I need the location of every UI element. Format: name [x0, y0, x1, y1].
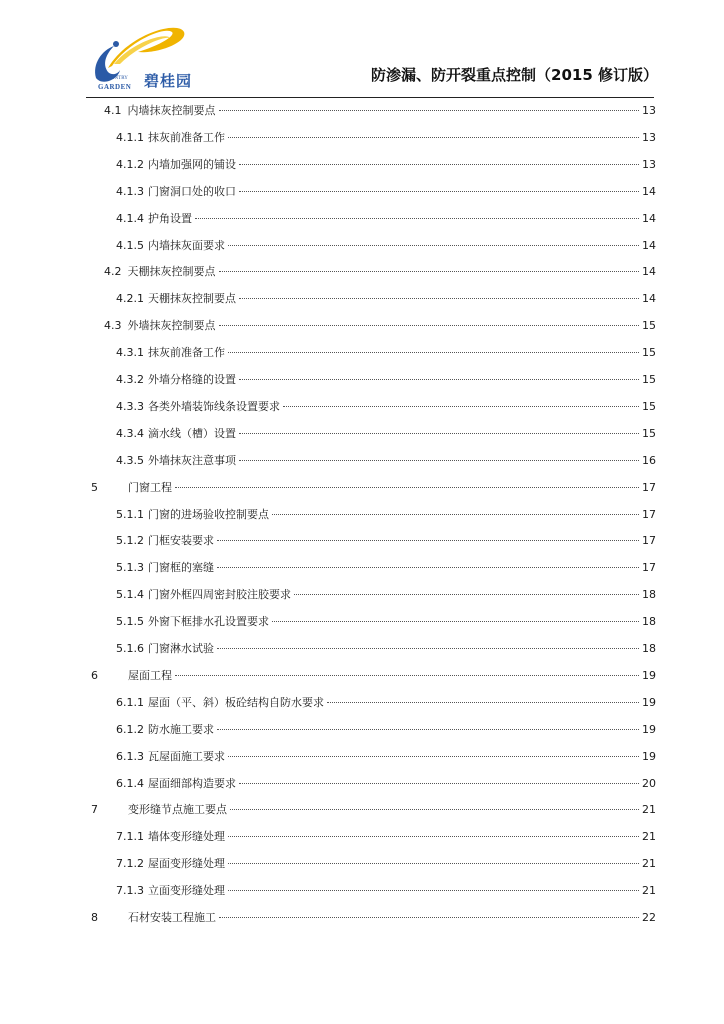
toc-entry-number: 7.1.1: [116, 830, 144, 844]
toc-entry-title: 护角设置: [148, 211, 192, 225]
toc-entry-title: 门窗淋水试验: [148, 642, 214, 655]
toc-entry[interactable]: [116, 586, 656, 606]
toc-dot-leader: [327, 702, 639, 703]
logo-english-small: COUNTRY: [104, 76, 128, 81]
document-title: 防渗漏、防开裂重点控制（2015 修订版）: [371, 66, 658, 84]
toc-entry[interactable]: [116, 882, 656, 902]
toc-entry-title: 内墙抹灰面要求: [148, 238, 225, 252]
toc-entry-page: 15: [642, 319, 656, 333]
toc-entry-title: 瓦屋面施工要求: [148, 749, 225, 763]
toc-entry-number: 4.1.3: [116, 184, 144, 198]
toc-dot-leader: [228, 245, 639, 246]
toc-entry-number: 4.3.3: [116, 399, 144, 413]
toc-entry[interactable]: [116, 640, 656, 660]
toc-dot-leader: [219, 271, 640, 272]
toc-entry[interactable]: [116, 748, 656, 768]
toc-entry-number: 6: [91, 668, 98, 682]
toc-dot-leader: [239, 164, 639, 165]
toc-entry-title: 屋面（平、斜）板砼结构自防水要求: [148, 695, 324, 709]
toc-entry-title: 外窗下框排水孔设置要求: [148, 615, 269, 629]
toc-entry-title: 防水施工要求: [148, 722, 214, 736]
toc-entry-title: 天棚抹灰控制要点: [148, 292, 236, 306]
toc-entry-title: 门窗的进场验收控制要点: [148, 507, 269, 521]
toc-entry-title: 变形缝节点施工要点: [128, 803, 227, 817]
toc-entry-page: 14: [642, 292, 656, 306]
toc-dot-leader: [228, 352, 639, 353]
toc-dot-leader: [228, 836, 639, 837]
toc-entry[interactable]: [116, 156, 656, 176]
toc-dot-leader: [195, 218, 639, 219]
toc-dot-leader: [283, 406, 639, 407]
toc-entry[interactable]: [116, 210, 656, 230]
toc-entry-title: 屋面细部构造要求: [148, 776, 236, 790]
toc-dot-leader: [239, 298, 639, 299]
toc-entry[interactable]: [116, 532, 656, 552]
toc-entry-page: 13: [642, 130, 656, 144]
toc-entry-number: 4.3.5: [116, 453, 144, 467]
toc-dot-leader: [239, 460, 639, 461]
toc-entry-page: 21: [642, 884, 656, 898]
toc-entry-number: 7.1.2: [116, 857, 144, 871]
toc-entry-number: 5.1.6: [116, 642, 144, 655]
toc-entry-number: 6.1.2: [116, 722, 144, 736]
toc-entry-title: 门窗工程: [128, 480, 172, 494]
toc-dot-leader: [217, 567, 639, 568]
toc-entry-number: 4.1.1: [116, 130, 144, 144]
toc-entry-title: 抹灰前准备工作: [148, 346, 225, 360]
toc-entry-title: 内墙加强网的铺设: [148, 157, 236, 171]
toc-dot-leader: [217, 729, 639, 730]
toc-entry-page: 14: [642, 184, 656, 198]
toc-entry[interactable]: [104, 102, 656, 122]
toc-entry[interactable]: [116, 183, 656, 203]
toc-dot-leader: [228, 137, 639, 138]
toc-dot-leader: [230, 809, 639, 810]
toc-entry-page: 14: [642, 238, 656, 252]
toc-entry-page: 19: [642, 695, 656, 709]
toc-dot-leader: [217, 648, 639, 649]
toc-dot-leader: [219, 917, 639, 918]
toc-entry-number: 4.3.1: [116, 346, 144, 360]
toc-entry-title: 门窗外框四周密封胶注胶要求: [148, 588, 291, 602]
toc-entry[interactable]: [116, 129, 656, 149]
toc-entry[interactable]: [116, 721, 656, 741]
toc-entry-number: 5.1.5: [116, 615, 144, 629]
toc-entry-number: 4.1.2: [116, 157, 144, 171]
toc-entry-page: 18: [642, 588, 656, 602]
toc-dot-leader: [272, 514, 639, 515]
toc-entry-page: 18: [642, 642, 656, 655]
toc-entry-number: 8: [91, 911, 98, 924]
company-logo: [88, 24, 198, 96]
toc-entry-page: 17: [642, 561, 656, 575]
toc-entry-page: 17: [642, 534, 656, 548]
toc-entry-title: 门窗洞口处的收口: [148, 184, 236, 198]
toc-entry[interactable]: [116, 775, 656, 795]
toc-entry[interactable]: [91, 909, 656, 929]
toc-dot-leader: [228, 756, 639, 757]
toc-entry-number: 4.1.4: [116, 211, 144, 225]
toc-entry-number: 6.1.3: [116, 749, 144, 763]
toc-entry-page: 15: [642, 373, 656, 386]
toc-entry[interactable]: [104, 263, 656, 283]
toc-dot-leader: [239, 191, 639, 192]
toc-entry-title: 门框安装要求: [148, 534, 214, 548]
toc-entry-page: 16: [642, 453, 656, 467]
toc-entry[interactable]: [116, 506, 656, 526]
toc-dot-leader: [294, 594, 639, 595]
toc-entry-page: 21: [642, 857, 656, 871]
toc-entry-title: 滴水线（槽）设置: [148, 426, 236, 440]
header-divider: [86, 97, 654, 98]
toc-entry[interactable]: [116, 828, 656, 848]
toc-entry-page: 13: [642, 157, 656, 171]
toc-entry-page: 22: [642, 911, 656, 924]
toc-entry-title: 内墙抹灰控制要点: [127, 104, 216, 117]
toc-entry-page: 17: [642, 480, 656, 494]
toc-dot-leader: [239, 783, 639, 784]
toc-dot-leader: [217, 540, 639, 541]
toc-entry-number: 7: [91, 803, 98, 817]
toc-entry-page: 18: [642, 615, 656, 629]
logo-english: GARDEN: [98, 83, 132, 91]
toc-entry-title: 天棚抹灰控制要点: [127, 265, 216, 279]
toc-entry-number: 4.3.4: [116, 426, 144, 440]
toc-dot-leader: [175, 675, 639, 676]
toc-entry-page: 21: [642, 830, 656, 844]
toc-entry-title: 屋面变形缝处理: [148, 857, 225, 871]
toc-entry-page: 17: [642, 507, 656, 521]
toc-dot-leader: [272, 621, 639, 622]
logo-brand-name: 碧桂园: [144, 72, 193, 90]
toc-entry-page: 19: [642, 749, 656, 763]
toc-entry-number: 5: [91, 480, 98, 494]
toc-entry-page: 15: [642, 426, 656, 440]
toc-entry[interactable]: [116, 425, 656, 445]
toc-entry[interactable]: [116, 452, 656, 472]
toc-entry[interactable]: [91, 479, 656, 499]
toc-entry-title: 石材安装工程施工: [128, 911, 216, 924]
toc-entry-page: 20: [642, 776, 656, 790]
toc-entry-number: 5.1.2: [116, 534, 144, 548]
toc-entry-number: 6.1.4: [116, 776, 144, 790]
toc-entry-title: 墙体变形缝处理: [148, 830, 225, 844]
toc-entry-page: 21: [642, 803, 656, 817]
toc-entry[interactable]: [116, 694, 656, 714]
toc-entry-title: 外墙抹灰注意事项: [148, 453, 236, 467]
toc-entry-number: 7.1.3: [116, 884, 144, 898]
toc-entry[interactable]: [116, 855, 656, 875]
toc-entry[interactable]: [116, 559, 656, 579]
toc-entry-number: 4.1.5: [116, 238, 144, 252]
toc-entry-title: 外墙抹灰控制要点: [127, 319, 216, 333]
toc-entry-number: 5.1.3: [116, 561, 144, 575]
toc-dot-leader: [175, 487, 639, 488]
toc-entry[interactable]: [91, 667, 656, 687]
toc-entry-number: 4.3.2: [116, 373, 144, 386]
toc-entry-title: 门窗框的塞缝: [148, 561, 214, 575]
toc-entry[interactable]: [104, 317, 656, 337]
toc-entry-title: 外墙分格缝的设置: [148, 373, 236, 386]
toc-dot-leader: [228, 890, 639, 891]
toc-entry-number: 4.2: [104, 265, 122, 279]
toc-entry[interactable]: [116, 371, 656, 391]
toc-entry-title: 屋面工程: [128, 668, 172, 682]
toc-entry[interactable]: [116, 398, 656, 418]
toc-entry-page: 19: [642, 722, 656, 736]
toc-entry-number: 6.1.1: [116, 695, 144, 709]
toc-entry[interactable]: [116, 613, 656, 633]
toc-entry-title: 各类外墙装饰线条设置要求: [148, 399, 280, 413]
toc-entry-number: 5.1.4: [116, 588, 144, 602]
toc-entry[interactable]: [116, 237, 656, 257]
toc-entry-title: 立面变形缝处理: [148, 884, 225, 898]
toc-entry-page: 19: [642, 668, 656, 682]
toc-entry-number: 4.2.1: [116, 292, 144, 306]
toc-entry-number: 4.3: [104, 319, 122, 333]
toc-entry-number: 4.1: [104, 104, 122, 117]
toc-entry-page: 14: [642, 211, 656, 225]
toc-entry-number: 5.1.1: [116, 507, 144, 521]
toc-entry[interactable]: [116, 344, 656, 364]
toc-dot-leader: [239, 433, 639, 434]
toc-dot-leader: [219, 110, 640, 111]
toc-entry-title: 抹灰前准备工作: [148, 130, 225, 144]
toc-dot-leader: [219, 325, 640, 326]
toc-entry[interactable]: [91, 801, 656, 821]
toc-entry-page: 13: [642, 104, 656, 117]
toc-entry-page: 15: [642, 346, 656, 360]
toc-dot-leader: [239, 379, 639, 380]
toc-entry[interactable]: [116, 290, 656, 310]
toc-entry-page: 14: [642, 265, 656, 279]
toc-dot-leader: [228, 863, 639, 864]
toc-entry-page: 15: [642, 399, 656, 413]
